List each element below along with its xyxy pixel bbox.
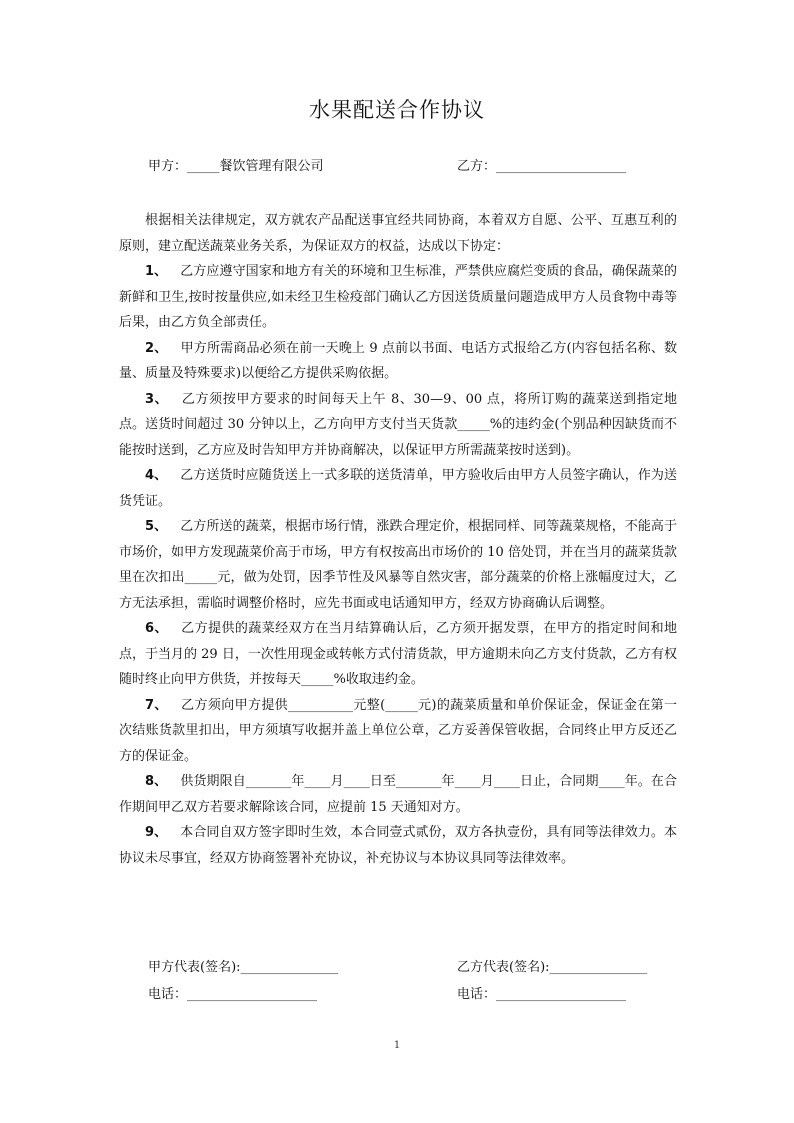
party-b-signature-line: 乙方代表(签名):_______________ [457,960,648,975]
clause-text: 甲方所需商品必须在前一天晚上 9 点前以书面、电话方式报给乙方(内容包括名称、数量、质量及特殊要求)以便给乙方提供采购依据。 [119,340,677,381]
clause-text: 供货期限自_______年____月____日至_______年____月____日止，合同期____年。在合作期间甲乙双方若要求解除该合同，应提前 15 天通知对方。 [119,774,677,815]
clause-list [119,259,677,871]
clause-number: 1、 [145,264,168,279]
document-title: 水果配送合作协议 [309,98,485,122]
party-b-phone-line: 电话：____________________ [457,987,627,1002]
clause-text: 乙方送货时应随货送上一式多联的送货清单，甲方验收后由甲方人员签字确认，作为送货凭证。 [119,468,677,509]
clause-2 [119,336,677,387]
clause-4 [119,463,677,514]
party-a-line: 甲方：_____餐饮管理有限公司 [148,159,324,174]
clause-5 [119,514,677,616]
clause-text: 乙方提供的蔬菜经双方在当月结算确认后，乙方须开据发票，在甲方的指定时间和地点，于当月的 29 日，一次性用现金或转帐方式付清货款，甲方逾期未向乙方支付货款，乙方有权随时终止向甲方供货，并按每天_____%收取违约金。 [119,621,677,687]
clause-number: 7、 [145,697,168,713]
clause-text: 乙方所送的蔬菜，根据市场行情，涨跌合理定价，根据同样、同等蔬菜规格，不能高于市场价，如甲方发现蔬菜价高于市场，甲方有权按高出市场价的 10 倍处罚，并在当月的蔬菜货款里在次扣出_____元，做为处罚，因季节性及风暴等自然灾害，部分蔬菜的价格上涨幅度过大，乙方无法承担，需临时调整价格时，应先书面或电话通知甲方，经双方协商确认后调整。 [119,519,677,611]
clause-text: 乙方须向甲方提供__________元整(_____元)的蔬菜质量和单价保证金，保证金在第一次结账货款里扣出，甲方须填写收据并盖上单位公章，乙方妥善保管收据，合同终止甲方反还乙方的保证金。 [119,697,677,764]
clause-number: 9、 [145,825,168,840]
clause-text: 乙方须按甲方要求的时间每天上午 8、30—9、00 点，将所订购的蔬菜送到指定地点。送货时间超过 30 分钟以上，乙方向甲方支付当天货款_____%的违约金(个别品种因缺货而不能按时送到，乙方应及时告知甲方并协商解决，以保证甲方所需蔬菜按时送到)。 [119,391,677,458]
clause-9 [119,820,677,871]
clause-7 [119,693,677,770]
clause-number: 8、 [145,774,168,789]
page-number: 1 [393,1040,401,1051]
party-b-line: 乙方：____________________ [457,159,627,174]
clause-number: 3、 [145,391,169,407]
clause-number: 4、 [145,468,168,483]
clause-3 [119,387,677,464]
party-a-signature-line: 甲方代表(签名):_______________ [148,960,339,975]
clause-8 [119,769,677,820]
clause-number: 2、 [145,340,168,356]
clause-number: 6、 [145,621,168,636]
agreement-body [119,208,677,871]
clause-6 [119,616,677,693]
clause-number: 5、 [145,519,168,534]
clause-text: 乙方应遵守国家和地方有关的环境和卫生标准，严禁供应腐烂变质的食品，确保蔬菜的新鲜和卫生,按时按量供应,如未经卫生检疫部门确认乙方因送货质量问题造成甲方人员食物中毒等后果，由乙方负全部责任。 [119,264,677,330]
intro-paragraph: 根据相关法律规定，双方就农产品配送事宜经共同协商，本着双方自愿、公平、互惠互利的原则，建立配送蔬菜业务关系，为保证双方的权益，达成以下协定： [119,213,677,254]
party-a-phone-line: 电话：____________________ [148,987,318,1002]
clause-text: 本合同自双方签字即时生效，本合同壹式贰份，双方各执壹份，具有同等法律效力。本协议未尽事宜，经双方协商签署补充协议，补充协议与本协议具同等法律效率。 [119,825,677,866]
clause-1 [119,259,677,336]
